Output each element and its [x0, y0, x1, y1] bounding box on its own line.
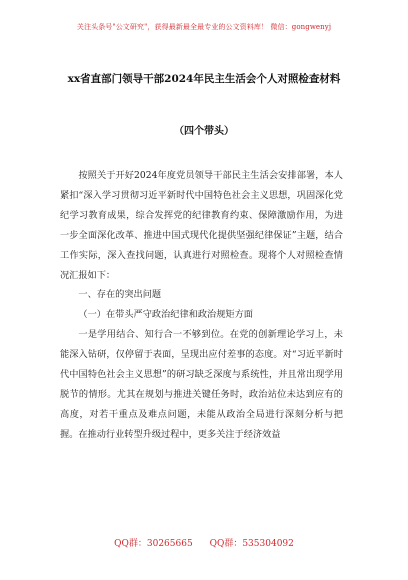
qq-group-1: QQ群：30265665 [114, 539, 193, 549]
intro-paragraph: 按照关于开好2024年度党员领导干部民主生活会安排部署，本人紧扣“深入学习贯彻习近平新时代中国特色社会主义思想，巩固深化党纪学习教育成果，综合发挥党的纪律教育约束、保障激励作用，为进一步全面深化改革、推进中国式现代化提供坚强纪律保证”主题，结合工作实际，深入查找问题，认真进行对照检查。现将个人对照检查情况汇报如下： [60, 170, 343, 281]
footer-contacts [0, 536, 408, 549]
qq-group-2: QQ群：535304092 [209, 539, 294, 549]
document-subtitle: （四个带头） [174, 126, 234, 137]
subsection-heading: （一）在带头严守政治纪律和政治规矩方面 [78, 309, 253, 321]
body-paragraph: 一是学用结合、知行合一不够到位。在党的创新理论学习上，未能深入钻研，仅停留于表面，呈现出应付差事的态度。对“习近平新时代中国特色社会主义思想”的研习缺乏深度与系统性，并且常出现学用脱节的情形。尤其在规划与推进关键任务时，政治站位未达到应有的高度，对若干重点及难点问题，未能从政治全局进行深刻分析与把握。在推动行业转型升级过程中，更多关注于经济效益 [60, 329, 343, 440]
document-body [60, 166, 343, 445]
section-heading: 一、存在的突出问题 [78, 289, 162, 301]
promo-banner: 关注头条号"公文研究"，获得最新最全最专业的公文资料库！ 微信：gongwenyj [76, 23, 332, 31]
document-title: xx省直部门领导干部2024年民主生活会个人对照检查材料 [67, 73, 341, 85]
